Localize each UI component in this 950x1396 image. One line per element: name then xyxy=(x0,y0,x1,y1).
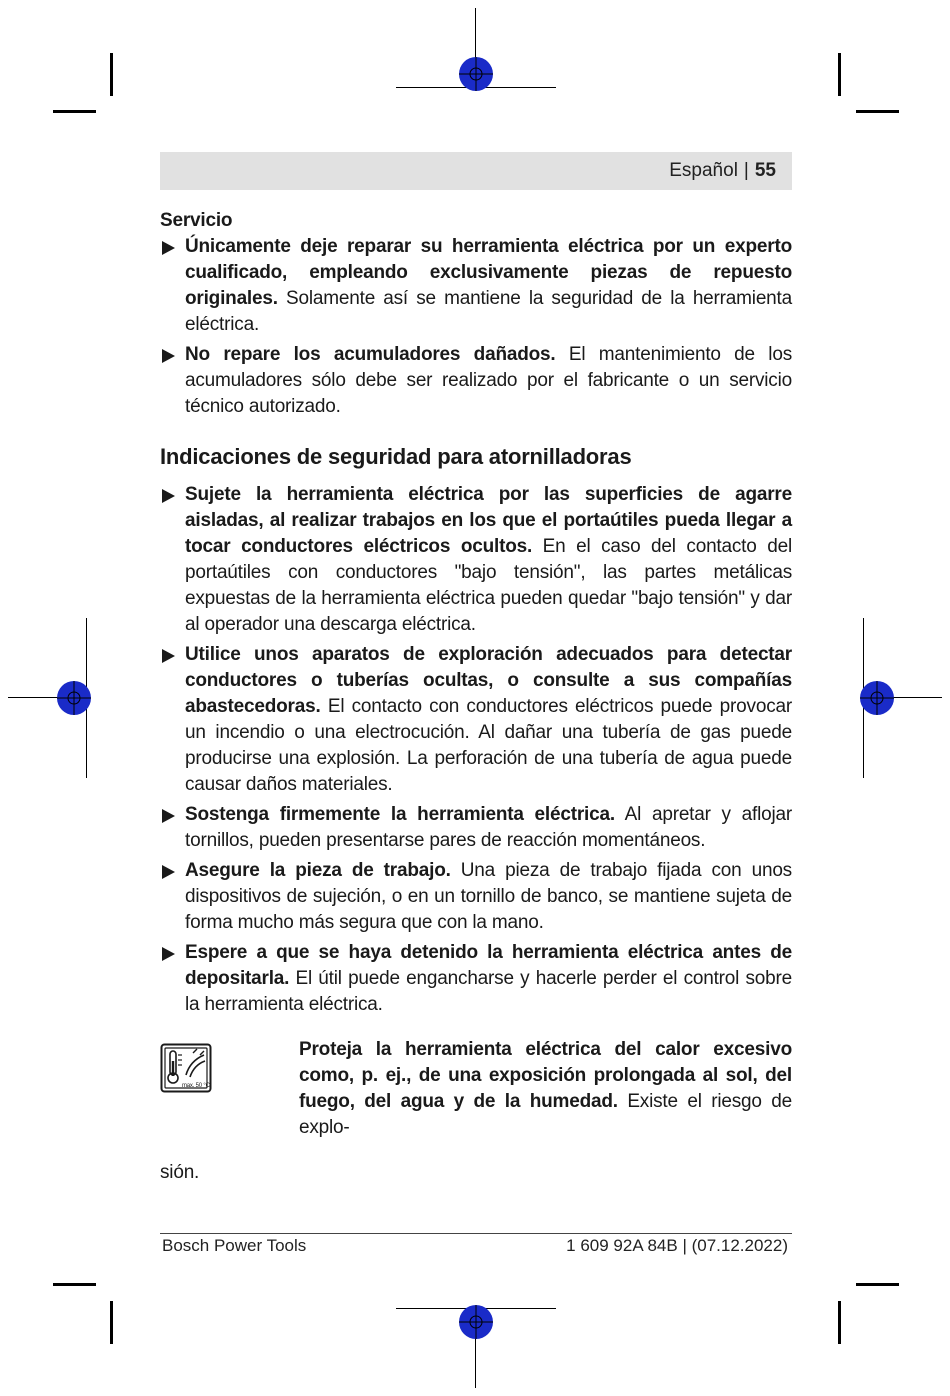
heat-warning-tail: sión. xyxy=(160,1162,200,1183)
item-bold: Asegure la pieza de trabajo. xyxy=(185,860,451,881)
bullet-arrow-icon xyxy=(162,865,175,879)
crop-mark xyxy=(838,1301,841,1344)
item-bold: Sujete la herramienta eléctrica por las superficies de agarre aisladas, al realizar trabajos en los que el portaútiles pueda llegar a tocar conductores eléctricos ocultos. xyxy=(185,484,792,557)
heat-icon-label: max. 50 °C xyxy=(182,1083,210,1089)
bullet-arrow-icon xyxy=(162,947,175,961)
item-bold: Sostenga firmemente la herramienta eléctrica. xyxy=(185,804,615,825)
list-item xyxy=(160,234,792,338)
heat-warning xyxy=(160,1037,792,1186)
section-heading: Indicaciones de seguridad para atornilladoras xyxy=(160,444,632,469)
list-item xyxy=(160,802,792,854)
header-separator: | xyxy=(743,160,749,181)
item-bold: Utilice unos aparatos de exploración adecuados para detectar conductores o tuberías ocultas, o consulte a sus compañías abastecedoras. xyxy=(185,644,792,717)
heat-warning-bold: Proteja la herramienta eléctrica del calor excesivo como, p. ej., de una exposición prolongada al sol, del fuego, del agua y de la humedad. xyxy=(299,1039,792,1112)
heat-warning-icon xyxy=(160,1043,212,1093)
list-item xyxy=(160,858,792,936)
item-text: Una pieza de trabajo fijada con unos dispositivos de sujeción, o en un tornillo de banco, se mantiene sujeta de forma mucho más segura que con la mano. xyxy=(185,860,792,933)
item-text: El mantenimiento de los acumuladores sólo debe ser realizado por el fabricante o un servicio técnico autorizado. xyxy=(185,344,792,417)
crop-mark xyxy=(856,1283,899,1286)
item-text: En el caso del contacto del portaútiles con conductores "bajo tensión", las partes metálicas expuestas de la herramienta eléctrica pueden quedar "bajo tensión" y dar al operador una descarga eléctrica. xyxy=(185,536,792,635)
heat-warning-normal: Existe el riesgo de explo- xyxy=(299,1091,792,1138)
bullet-arrow-icon xyxy=(162,649,175,663)
registration-mark-icon xyxy=(57,681,91,715)
item-text: El contacto con conductores eléctricos puede provocar un incendio o una electrocución. Al dañar una tubería de gas puede producirse una explosión. La perforación de una tubería de agua puede causar daños materiales. xyxy=(185,696,792,795)
crop-mark xyxy=(856,110,899,113)
footer-brand: Bosch Power Tools xyxy=(162,1236,307,1255)
bullet-arrow-icon xyxy=(162,349,175,363)
registration-mark-icon xyxy=(860,681,894,715)
bullet-arrow-icon xyxy=(162,241,175,255)
crop-mark xyxy=(53,1283,96,1286)
item-text: Al apretar y aflojar tornillos, pueden presentarse pares de reacción momentáneos. xyxy=(185,804,792,851)
page-content xyxy=(160,208,792,1186)
page-number: 55 xyxy=(754,160,776,181)
registration-mark-icon xyxy=(459,1305,493,1339)
footer-doc-ref: 1 609 92A 84B | (07.12.2022) xyxy=(566,1236,788,1255)
bullet-arrow-icon xyxy=(162,489,175,503)
item-bold: No repare los acumuladores dañados. xyxy=(185,344,556,365)
item-text: Solamente así se mantiene la seguridad de la herramienta eléctrica. xyxy=(185,288,792,335)
service-title: Servicio xyxy=(160,210,233,231)
crop-mark xyxy=(110,1301,113,1344)
list-item xyxy=(160,482,792,638)
item-text: El útil puede engancharse y hacerle perder el control sobre la herramienta eléctrica. xyxy=(185,968,792,1015)
crop-mark xyxy=(53,110,96,113)
page-header xyxy=(160,152,792,190)
item-bold: Espere a que se haya detenido la herramienta eléctrica antes de depositarla. xyxy=(185,942,792,989)
header-language: Español xyxy=(669,160,738,181)
registration-mark-icon xyxy=(459,57,493,91)
list-item xyxy=(160,642,792,798)
footer-rule xyxy=(160,1233,792,1234)
list-item xyxy=(160,940,792,1018)
bullet-arrow-icon xyxy=(162,809,175,823)
item-bold: Únicamente deje reparar su herramienta eléctrica por un experto cualificado, empleando exclusivamente piezas de repuesto originales. xyxy=(185,236,792,309)
crop-mark xyxy=(838,53,841,96)
list-item xyxy=(160,342,792,420)
crop-mark xyxy=(110,53,113,96)
heat-warning-text xyxy=(299,1037,792,1141)
